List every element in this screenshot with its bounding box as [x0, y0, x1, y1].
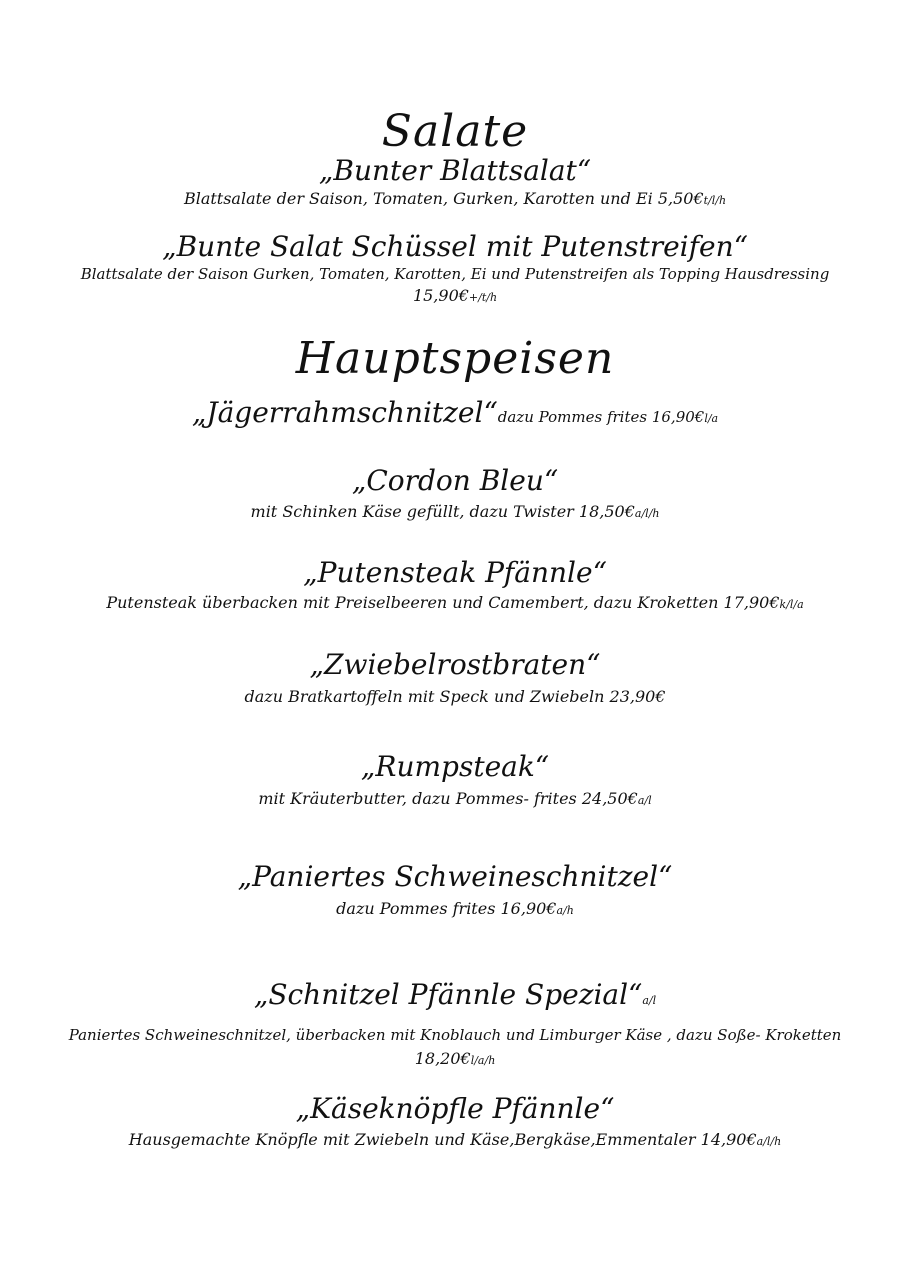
dish-description-cordon-bleu: mit Schinken Käse gefüllt, dazu Twister 18,50€a/l/h: [250, 502, 660, 521]
allergen-codes: a/l: [642, 994, 657, 1007]
dish-price-schnitzel-pfaennle-spezial: 18,20€l/a/h: [414, 1049, 496, 1068]
dish-title-cordon-bleu: „Cordon Bleu“: [351, 464, 559, 497]
dish-description-bunte-salat-schuessel: Blattsalate der Saison Gurken, Tomaten, Karotten, Ei und Putenstreifen als Topping Hausdressing: [80, 265, 830, 283]
dish-description-jaegerrahmschnitzel: dazu Pommes frites 16,90€: [497, 408, 705, 426]
allergen-codes: a/h: [556, 904, 574, 917]
dish-title-schnitzel-pfaennle-spezial: „Schnitzel Pfännle Spezial“a/l: [253, 978, 657, 1011]
dish-title-paniertes-schweineschnitzel: „Paniertes Schweineschnitzel“: [237, 860, 673, 893]
section-title-salate: Salate: [381, 106, 529, 157]
dish-title-bunter-blattsalat: „Bunter Blattsalat“: [318, 154, 592, 187]
dish-title-zwiebelrostbraten: „Zwiebelrostbraten“: [309, 648, 601, 681]
allergen-codes: a/l/h: [756, 1135, 782, 1148]
allergen-codes: t/l/h: [703, 194, 727, 207]
dish-description-kaeseknoepfle-pfaennle: Hausgemachte Knöpfle mit Zwiebeln und Käse,Bergkäse,Emmentaler 14,90€a/l/h: [128, 1130, 782, 1149]
dish-title-jaegerrahmschnitzel: „Jägerrahmschnitzel“dazu Pommes frites 16,90€l/a: [191, 396, 719, 429]
dish-description-rumpsteak: mit Kräuterbutter, dazu Pommes- frites 24,50€a/l: [258, 789, 652, 808]
dish-title-putensteak-pfaennle: „Putensteak Pfännle“: [303, 556, 607, 589]
dish-title-rumpsteak: „Rumpsteak“: [360, 750, 550, 783]
allergen-codes: a/l/h: [634, 507, 660, 520]
allergen-codes: l/a: [704, 412, 719, 425]
allergen-codes: +/t/h: [468, 291, 498, 304]
dish-description-bunter-blattsalat: Blattsalate der Saison, Tomaten, Gurken, Karotten und Ei 5,50€t/l/h: [183, 189, 727, 208]
dish-description-schnitzel-pfaennle-spezial: Paniertes Schweineschnitzel, überbacken mit Knoblauch und Limburger Käse , dazu Soße- Kroketten: [68, 1026, 842, 1044]
allergen-codes: l/a/h: [470, 1054, 496, 1067]
dish-description-paniertes-schweineschnitzel: dazu Pommes frites 16,90€a/h: [336, 899, 574, 918]
allergen-codes: k/l/a: [779, 598, 804, 611]
dish-title-kaeseknoepfle-pfaennle: „Käseknöpfle Pfännle“: [295, 1092, 615, 1125]
dish-description-zwiebelrostbraten: dazu Bratkartoffeln mit Speck und Zwiebeln 23,90€: [244, 687, 666, 706]
allergen-codes: a/l: [637, 794, 652, 807]
dish-description-putensteak-pfaennle: Putensteak überbacken mit Preiselbeeren und Camembert, dazu Kroketten 17,90€k/l/a: [106, 593, 804, 612]
dish-title-bunte-salat-schuessel: „Bunte Salat Schüssel mit Putenstreifen“: [162, 230, 748, 263]
section-title-hauptspeisen: Hauptspeisen: [295, 333, 615, 384]
dish-price-bunte-salat-schuessel: 15,90€+/t/h: [412, 286, 498, 305]
